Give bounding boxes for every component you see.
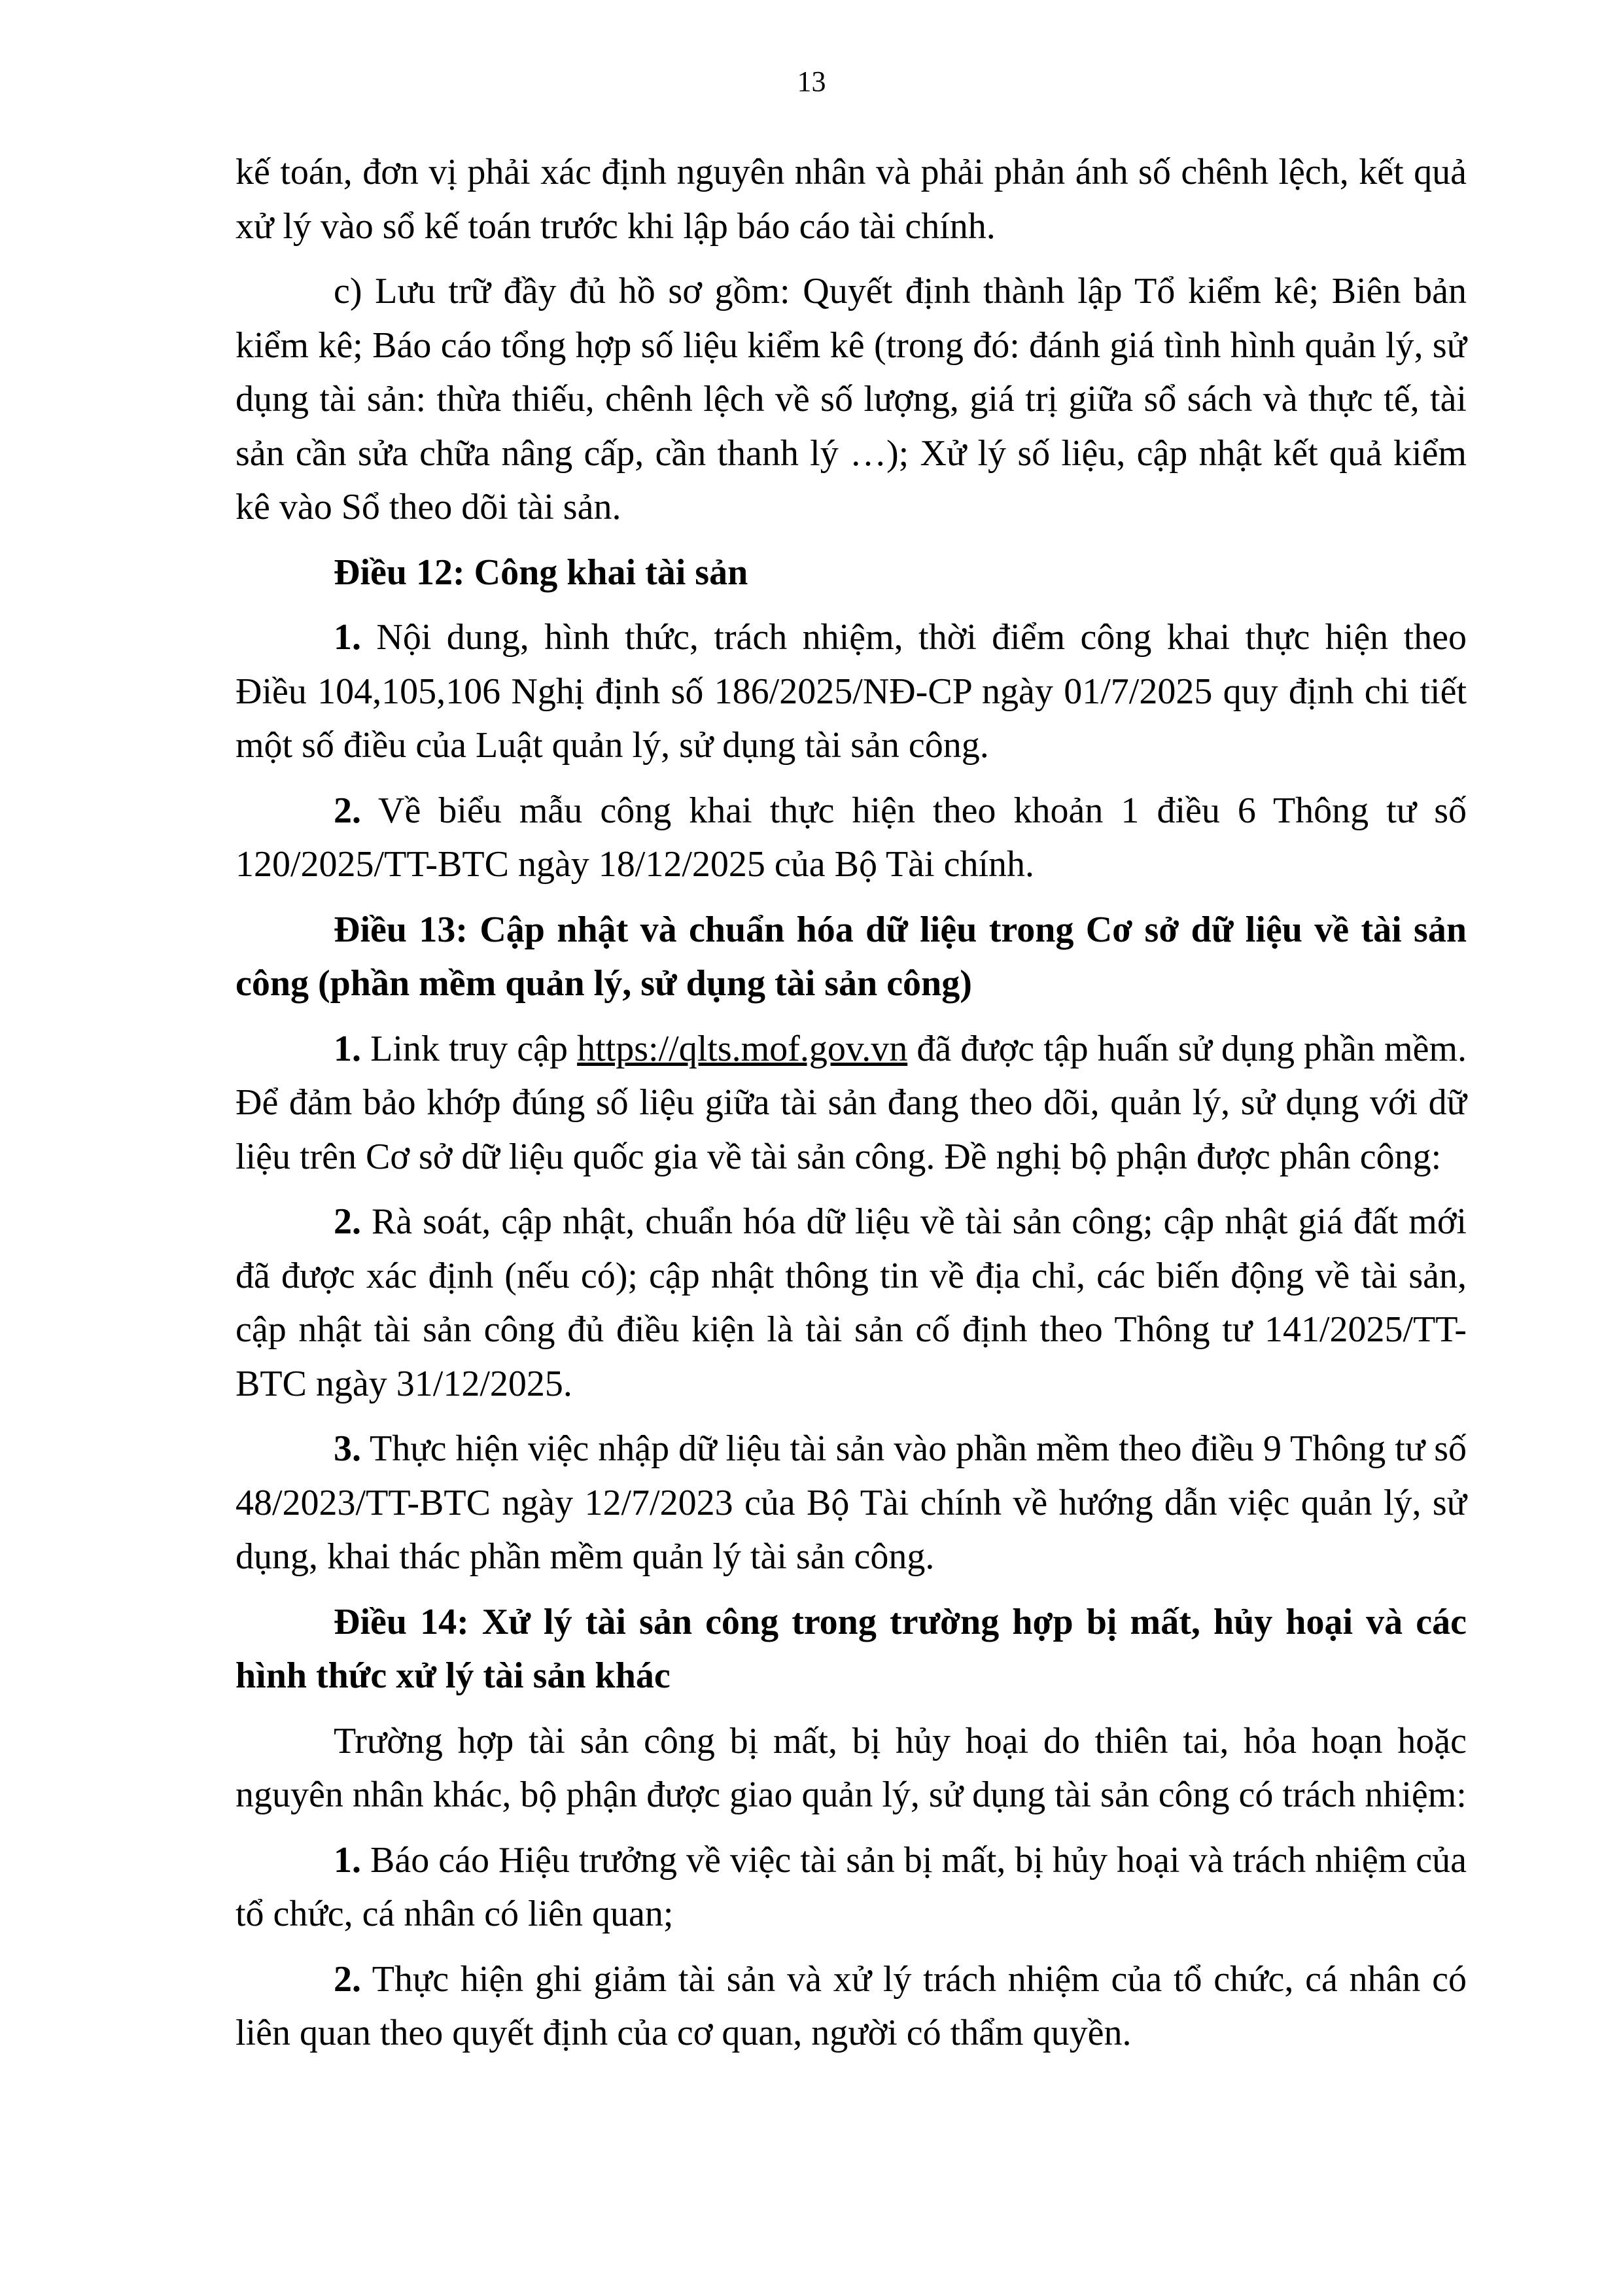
- records-paragraph: c) Lưu trữ đầy đủ hồ sơ gồm: Quyết định thành lập Tổ kiểm kê; Biên bản kiểm kê; Báo cáo tổng hợp số liệu kiểm kê (trong đó: đánh giá tình hình quản lý, sử dụng tài sản: thừa thiếu, chênh lệch về số lượng, giá trị giữa sổ sách và thực tế, tài sản cần sửa chữa nâng cấp, cần thanh lý …); Xử lý số liệu, cập nhật kết quả kiểm kê vào Sổ theo dõi tài sản.: [236, 271, 1467, 527]
- page-number: 13: [797, 65, 826, 97]
- item-number: 2.: [334, 1201, 361, 1242]
- item-number: 2.: [334, 1958, 361, 2000]
- continuation-paragraph: kế toán, đơn vị phải xác định nguyên nhân và phải phản ánh số chênh lệch, kết quả xử lý vào sổ kế toán trước khi lập báo cáo tài chính.: [236, 152, 1467, 247]
- item-text: đã được tập huấn sử dụng phần mềm. Để đảm bảo khớp đúng số liệu giữa tài sản đang theo dõi, quản lý, sử dụng với dữ liệu trên Cơ sở dữ liệu quốc gia về tài sản công. Đề nghị bộ phận được phân công:: [236, 1028, 1467, 1177]
- qlts-link[interactable]: https://qlts.mof.gov.vn: [577, 1028, 908, 1069]
- item-text: Thực hiện việc nhập dữ liệu tài sản vào phần mềm theo điều 9 Thông tư số 48/2023/TT-BTC ngày 12/7/2023 của Bộ Tài chính về hướng dẫn việc quản lý, sử dụng, khai thác phần mềm quản lý tài sản công.: [236, 1428, 1467, 1577]
- article-14-item-1: [236, 1833, 1467, 1941]
- item-number: 1.: [334, 1028, 361, 1069]
- article-12-item-2: [236, 784, 1467, 892]
- article-13-heading: Điều 13: Cập nhật và chuẩn hóa dữ liệu trong Cơ sở dữ liệu về tài sản công (phần mềm quản lý, sử dụng tài sản công): [236, 909, 1467, 1004]
- article-13-item-2: [236, 1195, 1467, 1411]
- item-number: 3.: [334, 1428, 361, 1469]
- document-body: [236, 145, 1467, 2072]
- item-number: 1.: [334, 617, 361, 658]
- article-13-item-3: [236, 1422, 1467, 1584]
- article-14-item-2: [236, 1952, 1467, 2060]
- item-text: Link truy cập: [361, 1028, 578, 1069]
- article-12-item-1: [236, 610, 1467, 773]
- item-text: Thực hiện ghi giảm tài sản và xử lý trách nhiệm của tổ chức, cá nhân có liên quan theo quyết định của cơ quan, người có thẩm quyền.: [236, 1958, 1467, 2053]
- item-text: Báo cáo Hiệu trưởng về việc tài sản bị mất, bị hủy hoại và trách nhiệm của tổ chức, cá nhân có liên quan;: [236, 1839, 1467, 1934]
- item-text: Nội dung, hình thức, trách nhiệm, thời điểm công khai thực hiện theo Điều 104,105,106 Nghị định số 186/2025/NĐ-CP ngày 01/7/2025 quy định chi tiết một số điều của Luật quản lý, sử dụng tài sản công.: [236, 617, 1467, 766]
- article-13-item-1: [236, 1022, 1467, 1184]
- item-text: Rà soát, cập nhật, chuẩn hóa dữ liệu về tài sản công; cập nhật giá đất mới đã được xác định (nếu có); cập nhật thông tin về địa chỉ, các biến động về tài sản, cập nhật tài sản công đủ điều kiện là tài sản cố định theo Thông tư 141/2025/TT-BTC ngày 31/12/2025.: [236, 1201, 1467, 1404]
- article-12-heading: Điều 12: Công khai tài sản: [334, 552, 748, 593]
- item-number: 2.: [334, 790, 361, 831]
- item-text: Về biểu mẫu công khai thực hiện theo khoản 1 điều 6 Thông tư số 120/2025/TT-BTC ngày 18/12/2025 của Bộ Tài chính.: [236, 790, 1467, 885]
- item-number: 1.: [334, 1839, 361, 1881]
- article-14-intro: Trường hợp tài sản công bị mất, bị hủy hoại do thiên tai, hỏa hoạn hoặc nguyên nhân khác, bộ phận được giao quản lý, sử dụng tài sản công có trách nhiệm:: [236, 1720, 1467, 1815]
- article-14-heading: Điều 14: Xử lý tài sản công trong trường hợp bị mất, hủy hoại và các hình thức xử lý tài sản khác: [236, 1601, 1467, 1696]
